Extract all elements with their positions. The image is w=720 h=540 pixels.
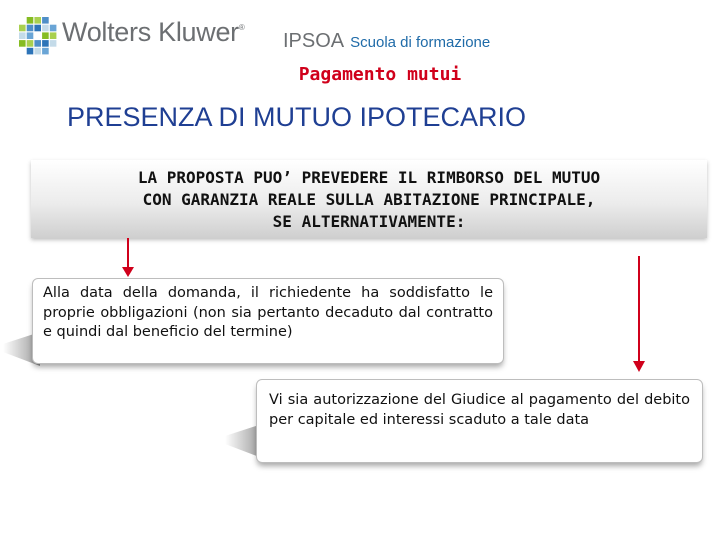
arrow-down-icon	[121, 238, 135, 278]
logo-tile	[27, 40, 34, 47]
slide-title: PRESENZA DI MUTUO IPOTECARIO	[67, 102, 527, 132]
logo-tile	[19, 40, 26, 47]
brand-school: Scuola di formazione	[350, 34, 491, 51]
logo-tile	[42, 40, 49, 47]
card-shadow	[222, 422, 262, 462]
logo-tile	[19, 32, 26, 39]
main-statement-line: SE ALTERNATIVAMENTE:	[272, 212, 466, 231]
logo-tile	[27, 25, 34, 32]
logo-tile	[19, 25, 26, 32]
main-statement-box	[31, 160, 707, 238]
logo-tile	[27, 17, 34, 24]
logo-tile	[50, 25, 57, 32]
brand-name	[62, 17, 244, 48]
arrow-down-icon	[632, 256, 646, 373]
brand-subtitle	[283, 30, 490, 53]
logo-tile	[27, 48, 34, 55]
option-card-1: Alla data della domanda, il richiedente ha soddisfatto le proprie obbligazioni (non sia pertanto decaduto dal contratto e quindi dal beneficio del termine)	[33, 279, 503, 363]
logo-tile	[50, 32, 57, 39]
logo-tile	[42, 48, 49, 55]
wolters-kluwer-logo-icon	[18, 16, 58, 56]
logo-tile	[42, 17, 49, 24]
option-card-2: Vi sia autorizzazione del Giudice al pagamento del debito per capitale ed interessi scaduto a tale data	[257, 380, 702, 462]
main-statement-line: LA PROPOSTA PUO’ PREVEDERE IL RIMBORSO DEL MUTUO	[137, 168, 601, 187]
main-statement-line: CON GARANZIA REALE SULLA ABITAZIONE PRINCIPALE,	[142, 190, 596, 209]
logo-tile	[34, 32, 41, 39]
logo-tile	[34, 25, 41, 32]
slide-topic: Pagamento mutui	[298, 64, 462, 85]
logo-tile	[34, 40, 41, 47]
logo-tile	[42, 32, 49, 39]
logo-tile	[42, 25, 49, 32]
logo-tile	[50, 40, 57, 47]
brand-name-text: Wolters Kluwer	[62, 17, 239, 47]
logo-tile	[34, 17, 41, 24]
registered-mark: ®	[238, 23, 245, 32]
logo-tile	[27, 32, 34, 39]
logo-tile	[34, 48, 41, 55]
brand-ipsoa: IPSOA	[283, 30, 345, 52]
